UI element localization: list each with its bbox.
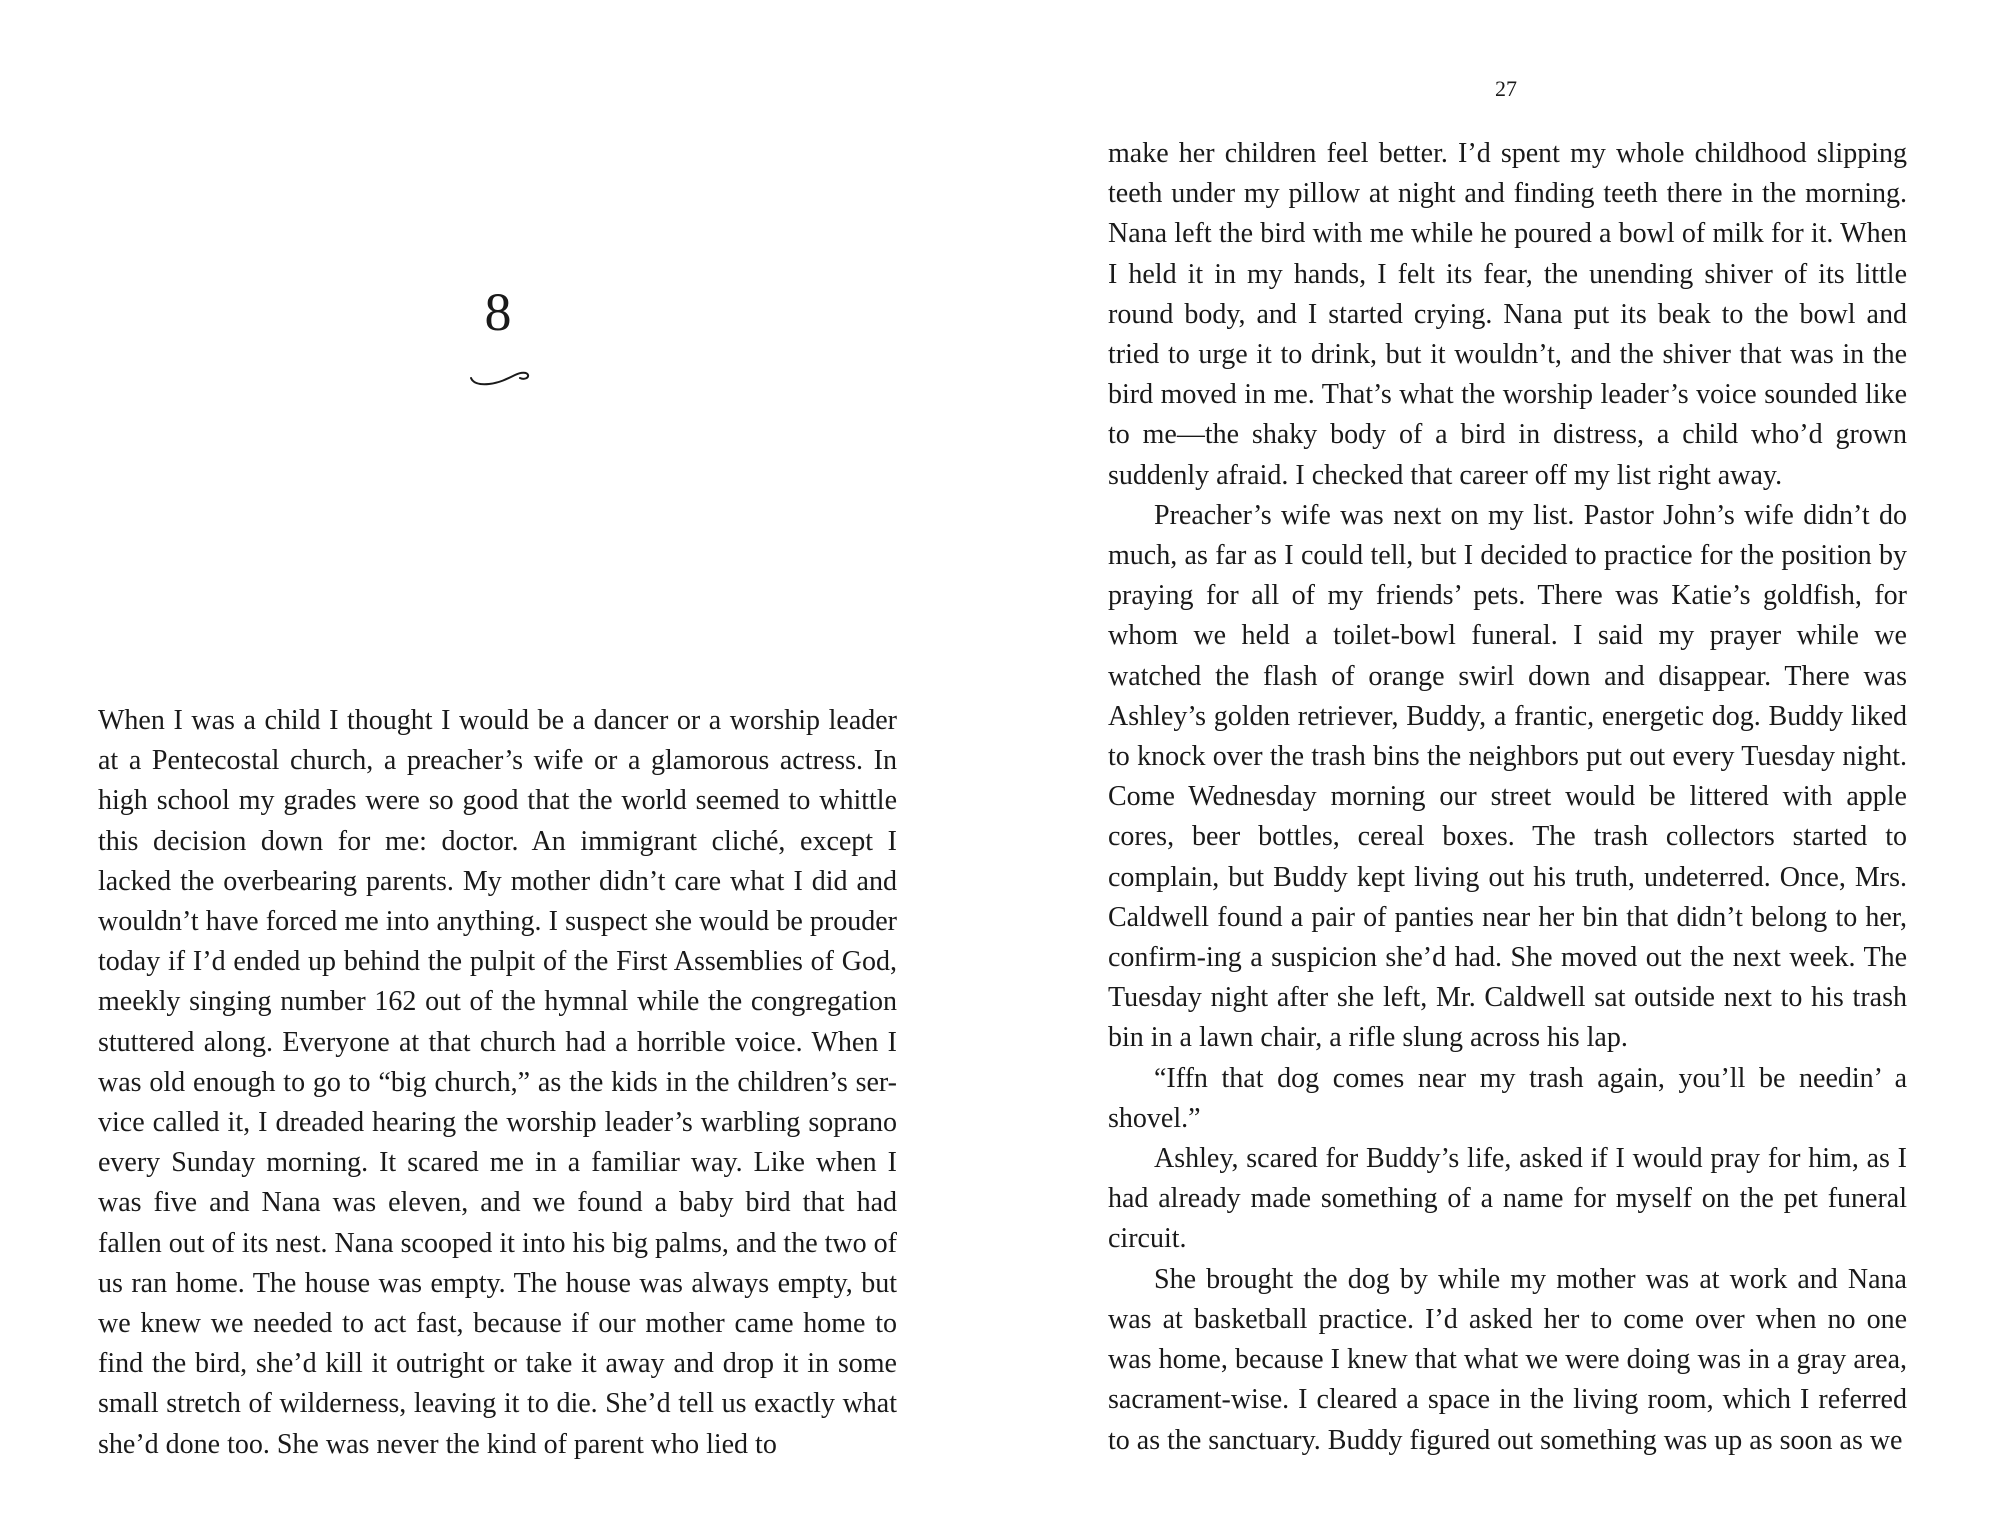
right-page	[1000, 0, 2000, 1533]
right-page-body	[1108, 134, 1907, 1461]
paragraph: Ashley, scared for Buddy’s life, asked if I would pray for him, as I had already made something of a name for myself on the pet funeral circuit.	[1108, 1143, 1907, 1255]
chapter-number: 8	[484, 282, 512, 342]
paragraph: “Iffn that dog comes near my trash again, you’ll be needin’ a shovel.”	[1108, 1062, 1907, 1134]
paragraph: Preacher’s wife was next on my list. Pastor John’s wife didn’t do much, as far as I could tell, but I decided to practice for the position by praying for all of my friends’ pets. There was Katie’s goldfish, for whom we held a toilet-bowl funeral. I said my prayer while we watched the flash of orange swirl down and disappear. There was Ashley’s golden retriever, Buddy, a frantic, energetic dog. Buddy liked to knock over the trash bins the neighbors put out every Tuesday night. Come Wednesday morning our street would be littered with apple cores, beer bottles, cereal boxes. The trash collectors started to complain, but Buddy kept living out his truth, undeterred. Once, Mrs. Caldwell found a pair of panties near her bin that didn’t belong to her, confirm-ing a suspicion she’d had. She moved out the next week. The Tuesday night after she left, Mr. Caldwell sat outside next to his trash bin in a lawn chair, a rifle slung across his lap.	[1108, 499, 1907, 1054]
chapter-ornament-icon	[469, 368, 531, 390]
page-number: 27	[1495, 76, 1517, 101]
paragraph: make her children feel better. I’d spent my whole childhood slipping teeth under my pillow at night and finding teeth there in the morning. Nana left the bird with me while he poured a bowl of milk for it. When I held it in my hands, I felt its fear, the unending shiver of its little round body, and I started crying. Nana put its beak to the bowl and tried to urge it to drink, but it wouldn’t, and the shiver that was in the bird moved in me. That’s what the worship leader’s voice sounded like to me—the shaky body of a bird in distress, a child who’d grown suddenly afraid. I checked that career off my list right away.	[1108, 138, 1907, 491]
paragraph: She brought the dog by while my mother was at work and Nana was at basketball practice. I’d asked her to come over when no one was home, because I knew that what we were doing was in a gray area, sacrament-wise. I cleared a space in the living room, which I referred to as the sanctuary. Buddy figured out something was up as soon as we	[1108, 1263, 1907, 1456]
left-page-body	[98, 701, 897, 1465]
paragraph: When I was a child I thought I would be a dancer or a worship leader at a Pentecostal church, a preacher’s wife or a glamorous actress. In high school my grades were so good that the world seemed to whittle this decision down for me: doctor. An immigrant cliché, except I lacked the overbearing parents. My mother didn’t care what I did and wouldn’t have forced me into anything. I suspect she would be prouder today if I’d ended up behind the pulpit of the First Assemblies of God, meekly singing number 162 out of the hymnal while the congregation stuttered along. Everyone at that church had a horrible voice. When I was old enough to go to “big church,” as the kids in the children’s ser-vice called it, I dreaded hearing the worship leader’s warbling soprano every Sunday morning. It scared me in a familiar way. Like when I was five and Nana was eleven, and we found a baby bird that had fallen out of its nest. Nana scooped it into his big palms, and the two of us ran home. The house was empty. The house was always empty, but we knew we needed to act fast, because if our mother came home to find the bird, she’d kill it outright or take it away and drop it in some small stretch of wilderness, leaving it to die. She’d tell us exactly what she’d done too. She was never the kind of parent who lied to	[98, 705, 897, 1460]
